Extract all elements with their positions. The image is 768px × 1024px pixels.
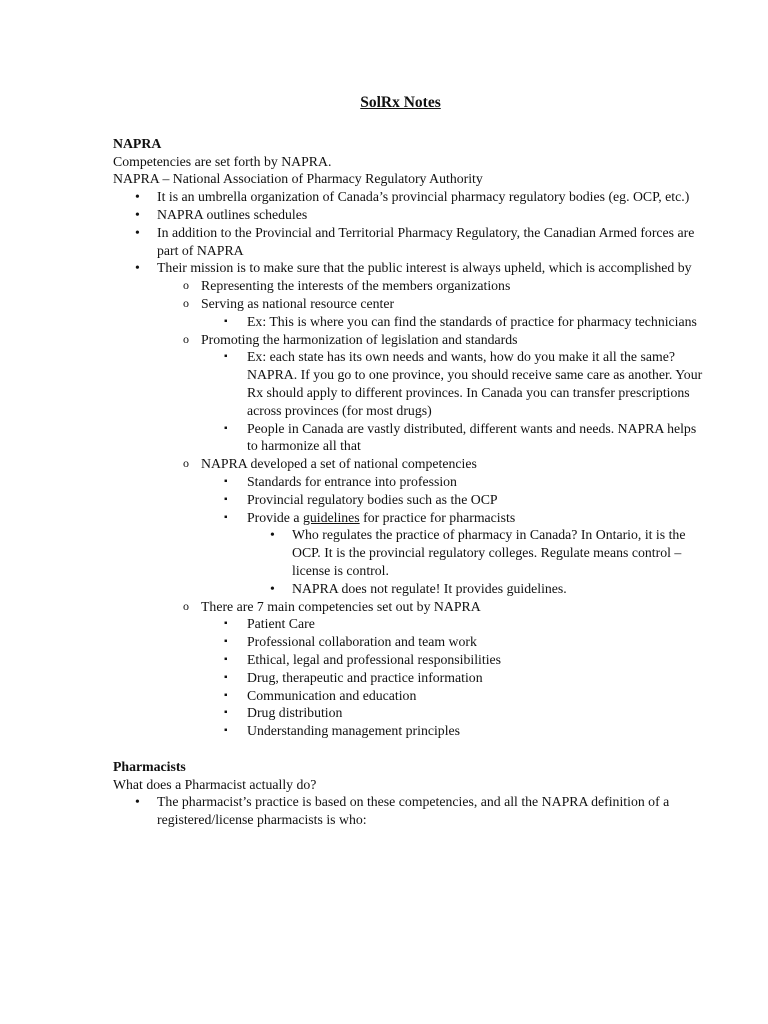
pharmacists-question-line: What does a Pharmacist actually do? [113,776,317,792]
circle-bullet-icon: o [183,598,189,613]
list-item [157,295,708,331]
section-heading-napra: NAPRA [113,135,162,151]
national-competencies-sublist [201,473,708,598]
list-item [157,331,708,456]
competency-text: Patient Care [247,616,315,632]
list-item-text: In addition to the Provincial and Territorial Pharmacy Regulatory, the Canadian Armed forces are part of NAPRA [157,224,695,258]
list-item [157,455,708,597]
list-item-text: Representing the interests of the members organizations [201,278,511,294]
list-item-text: Ex: each state has its own needs and wants, how do you make it all the same? NAPRA. If you go to one province, you should receive same care as another. Your Rx should apply to different provinces. In Canada you can transfer prescriptions across provinces (for most drugs) [247,349,703,418]
text-run: Provide a [247,509,303,525]
list-item [113,188,708,206]
square-bullet-icon: ▪ [224,618,228,630]
list-item-text: Ex: This is where you can find the standards of practice for pharmacy technicians [247,313,697,329]
list-item [201,704,708,722]
list-item [247,526,708,579]
bullet-icon: • [270,580,275,596]
harmonization-sublist [201,348,708,455]
square-bullet-icon: ▪ [224,351,228,363]
document-title: SolRx Notes [360,94,441,111]
napra-bullet-list [113,188,708,740]
list-item-text: NAPRA does not regulate! It provides guidelines. [292,580,567,596]
list-item [113,206,708,224]
competency-text: Ethical, legal and professional responsibilities [247,651,502,667]
list-item-text: Their mission is to make sure that the public interest is always upheld, which is accomplished by [157,260,692,276]
bullet-icon: • [135,224,140,240]
list-item [113,793,708,829]
list-item-text: Provincial regulatory bodies such as the OCP [247,491,498,507]
list-item-text: NAPRA outlines schedules [157,206,308,222]
list-item [201,722,708,740]
list-item [201,509,708,598]
list-item [201,615,708,633]
list-item [201,687,708,705]
square-bullet-icon: ▪ [224,725,228,737]
list-item-text: Who regulates the practice of pharmacy in Canada? In Ontario, it is the OCP. It is the provincial regulatory colleges. Regulate means control – license is control. [292,527,686,578]
guidelines-link[interactable]: guidelines [302,509,360,525]
competency-text: Communication and education [247,687,417,703]
circle-bullet-icon: o [183,295,189,310]
bullet-icon: • [135,206,140,222]
list-item [157,598,708,740]
list-item-text: There are 7 main competencies set out by NAPRA [201,598,481,614]
list-item [201,420,708,456]
circle-bullet-icon: o [183,278,189,293]
list-item [201,313,708,331]
list-item-text: People in Canada are vastly distributed, different wants and needs. NAPRA helps to harmonize all that [247,420,697,454]
guidelines-sublist [247,526,708,597]
list-item [201,633,708,651]
section-heading-pharmacists: Pharmacists [113,758,186,774]
bullet-icon: • [135,260,140,276]
resource-center-sublist [201,313,708,331]
list-item [157,277,708,295]
square-bullet-icon: ▪ [224,493,228,505]
mission-sublist [157,277,708,740]
list-item-text: The pharmacist’s practice is based on these competencies, and all the NAPRA definition of a registered/license pharmacists is who: [157,794,670,828]
competency-text: Professional collaboration and team work [247,634,477,650]
circle-bullet-icon: o [183,456,189,471]
bullet-icon: • [135,189,140,205]
list-item-text: Serving as national resource center [201,295,395,311]
list-item-text: NAPRA developed a set of national competencies [201,456,477,472]
seven-competencies-sublist [201,615,708,740]
competency-text: Drug, therapeutic and practice information [247,669,483,685]
square-bullet-icon: ▪ [224,422,228,434]
list-item [113,259,708,740]
list-item [201,651,708,669]
list-item-text: Promoting the harmonization of legislation and standards [201,331,518,347]
bullet-icon: • [270,527,275,543]
competency-text: Understanding management principles [247,723,461,739]
list-item-text: It is an umbrella organization of Canada’s provincial pharmacy regulatory bodies (eg. OCP, etc.) [157,189,690,205]
list-item [113,224,708,260]
list-item [201,491,708,509]
square-bullet-icon: ▪ [224,671,228,683]
list-item [201,669,708,687]
napra-intro-line: Competencies are set forth by NAPRA. [113,153,332,169]
square-bullet-icon: ▪ [224,315,228,327]
text-run: for practice for pharmacists [359,509,516,525]
square-bullet-icon: ▪ [224,636,228,648]
square-bullet-icon: ▪ [224,689,228,701]
list-item [201,473,708,491]
square-bullet-icon: ▪ [224,511,228,523]
list-item-text [247,509,708,527]
square-bullet-icon: ▪ [224,707,228,719]
pharmacists-bullet-list [113,793,708,829]
list-item-text: Standards for entrance into profession [247,473,457,489]
napra-definition-line: NAPRA – National Association of Pharmacy Regulatory Authority [113,171,483,187]
list-item [247,580,708,598]
bullet-icon: • [135,794,140,810]
circle-bullet-icon: o [183,331,189,346]
square-bullet-icon: ▪ [224,653,228,665]
competency-text: Drug distribution [247,705,343,721]
square-bullet-icon: ▪ [224,475,228,487]
section-spacer [113,740,708,758]
list-item [201,348,708,419]
